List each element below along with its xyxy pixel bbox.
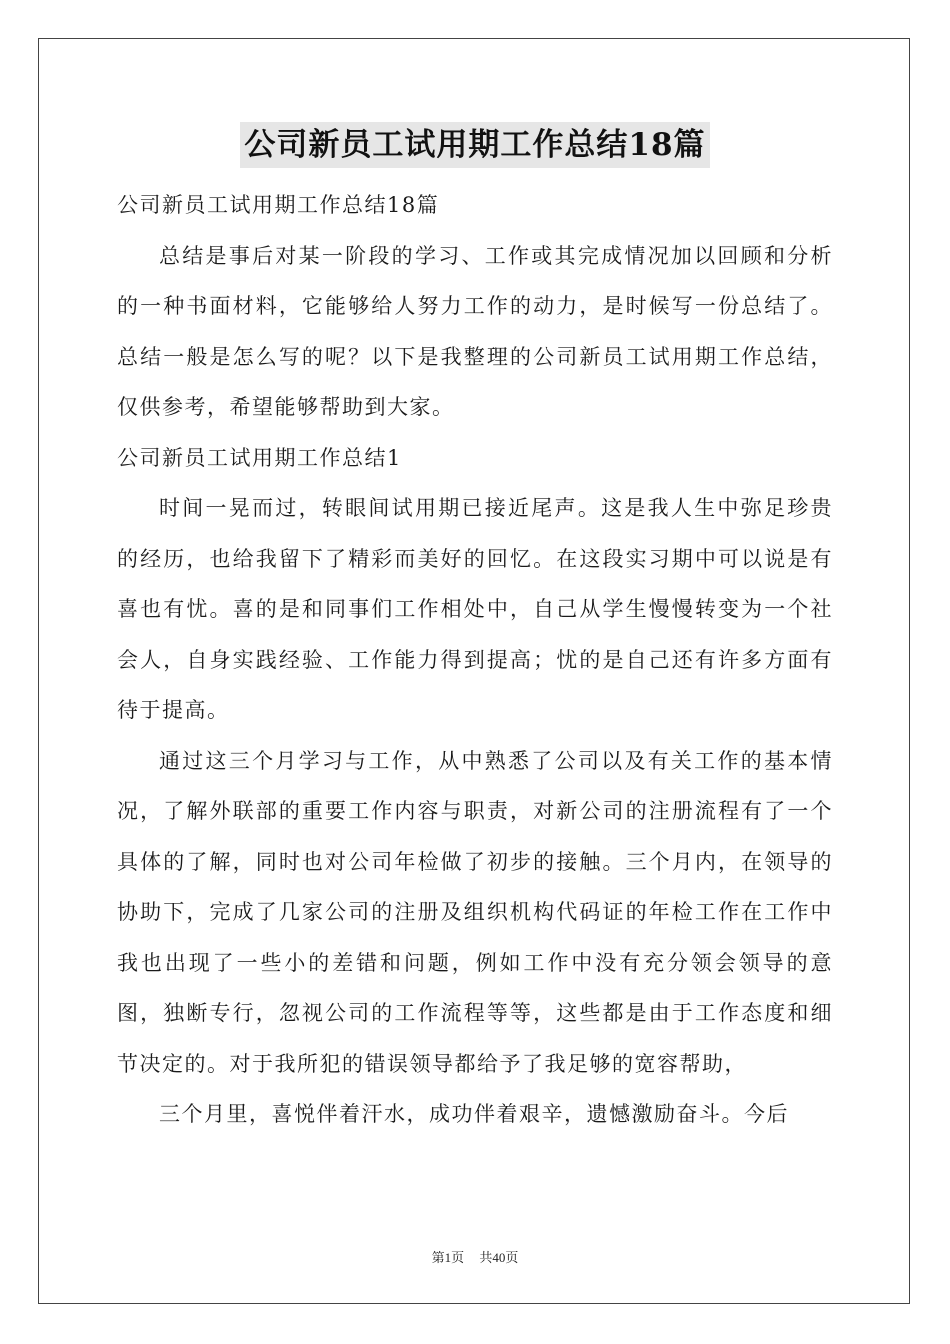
section-heading: 公司新员工试用期工作总结1	[117, 445, 402, 470]
document-title: 公司新员工试用期工作总结18篇	[240, 122, 709, 168]
document-subtitle: 公司新员工试用期工作总结18篇	[117, 193, 440, 217]
page-number: 第1页	[431, 1250, 465, 1265]
body-paragraph: 三个月里，喜悦伴着汗水，成功伴着艰辛，遗憾激励奋斗。今后	[159, 1102, 789, 1126]
intro-paragraph: 总结是事后对某一阶段的学习、工作或其完成情况加以回顾和分析的一种书面材料，它能够给人努力工作的动力，是时候写一份总结了。总结一般是怎么写的呢？以下是我整理的公司新员工试用期工作总结，仅供参考，希望能够帮助到大家。	[117, 243, 833, 419]
body-paragraph: 时间一晃而过，转眼间试用期已接近尾声。这是我人生中弥足珍贵的经历，也给我留下了精彩而美好的回忆。在这段实习期中可以说是有喜也有忧。喜的是和同事们工作相处中，自己从学生慢慢转变为一个社会人，自身实践经验、工作能力得到提高；忧的是自己还有许多方面有待于提高。	[117, 496, 833, 722]
page-footer	[0, 1247, 950, 1266]
document-body	[117, 180, 833, 1140]
page-total: 共40页	[479, 1250, 519, 1265]
document-title-container	[0, 122, 950, 168]
body-paragraph: 通过这三个月学习与工作，从中熟悉了公司以及有关工作的基本情况，了解外联部的重要工作内容与职责，对新公司的注册流程有了一个具体的了解，同时也对公司年检做了初步的接触。三个月内，在领导的协助下，完成了几家公司的注册及组织机构代码证的年检工作在工作中我也出现了一些小的差错和问题，例如工作中没有充分领会领导的意图，独断专行，忽视公司的工作流程等等，这些都是由于工作态度和细节决定的。对于我所犯的错误领导都给予了我足够的宽容帮助，	[117, 748, 833, 1076]
